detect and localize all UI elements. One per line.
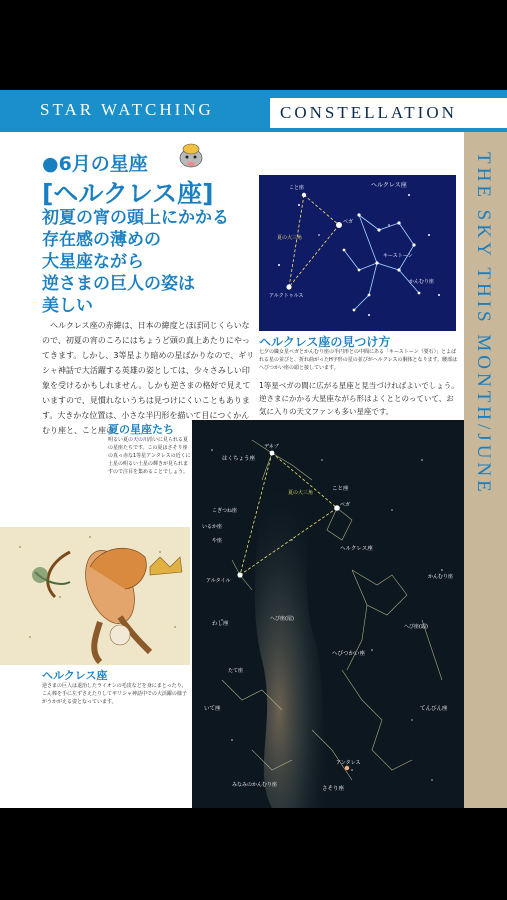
- skymap-label-cygnus: はくちょう座: [222, 456, 256, 462]
- skymap-label-serpens-cauda: へび座(尾): [270, 616, 294, 622]
- header-star-watching: STAR WATCHING: [40, 100, 214, 119]
- sidebar: [464, 132, 507, 808]
- skymap-label-hercules: ヘルクレス座: [340, 546, 373, 552]
- chart1-label-arcturus: アルクトゥルス: [269, 293, 304, 299]
- mascot-illustration: [175, 142, 207, 170]
- chart1-label-hercules: ヘルクレス座: [371, 182, 407, 189]
- finder-title: ヘルクレス座の見つけ方: [259, 335, 391, 349]
- skymap-label-deneb: デネブ: [264, 444, 279, 450]
- summer-sky-map: [192, 420, 464, 808]
- finder-body-small: 七夕の織女星ベガとかんむり座の半円形との中間にある「キーストーン（要石）」とよばれる星の並びと、折れ曲がったH字形の星の並びがヘルクレスの胴体となります。腰部はへびつかい座の頭と接しています。: [259, 349, 458, 371]
- header-constellation: CONSTELLATION: [280, 103, 457, 122]
- skymap-label-delphinus: いるか座: [202, 524, 223, 530]
- skymap-label-ophiuchus: へびつかい座: [332, 651, 366, 657]
- skymap-label-scutum: たて座: [228, 668, 244, 674]
- skymap-label-altair: アルタイル: [206, 578, 231, 584]
- header-constellation-box: [270, 98, 507, 128]
- chart1-label-lyra: こと座: [289, 185, 305, 191]
- skymap-label-sagitta: や座: [212, 538, 223, 544]
- hercules-caption-body: 逆さまの巨人は退治したライオンの毛皮などを身にまとったり、こん棒を手に左ずさえたりしてギリシャ神話中での大活躍の様子がうかがえる姿となっています。: [42, 683, 187, 705]
- chart1-label-vega: ベガ: [343, 219, 354, 225]
- month-heading: ●6月の星座: [42, 153, 148, 175]
- chart1-label-summer-triangle: 夏の大三角: [277, 235, 303, 241]
- chart1-label-keystone: キーストーン: [383, 253, 413, 259]
- skymap-label-corona: かんむり座: [428, 574, 454, 580]
- hercules-caption-title: ヘルクレス座: [42, 669, 108, 682]
- skymap-label-vega: ベガ: [340, 502, 351, 508]
- finder-body: 1等星ベガの間に広がる星座と見当づければよいでしょう。逆さまにかかる大星座ながら形はよくととのっていて、お気に入りの天文ファンも多い星座です。: [259, 381, 459, 416]
- skymap-label-scorpius: さそり座: [322, 786, 345, 792]
- skymap-label-corona-australis: みなみのかんむり座: [232, 782, 278, 788]
- skymap-label-antares: アンタレス: [336, 760, 361, 766]
- summer-body: 明るい夏の天の川沿いに見られる夏の星座たちです。この夏はさそり座の真っ赤な1等星アンタレスの近くに土星の明るい土星の輝きが見られますので注目を集めることでしょう。: [108, 437, 191, 475]
- skymap-label-sagittarius: いて座: [204, 706, 221, 712]
- skymap-label-libra: てんびん座: [420, 706, 448, 712]
- article-title: [ヘルクレス座]: [42, 179, 214, 208]
- header-bar: [0, 90, 507, 132]
- skymap-label-summer-triangle: 夏の大三角: [288, 490, 314, 496]
- skymap-label-vulpecula: こぎつね座: [212, 508, 238, 514]
- article-body-text: ヘルクレス座の赤緯は、日本の緯度とほぼ同じくらいなので、初夏の宵のころにはちょうど頭の真上あたりにやってきます。しかし、3等星より暗めの星ばかりなので、ギリシャ神話で大活躍する英雄の姿としては、少々さみしい印象を受けるかもしれません。しかも逆さまの格好で見えていますので、見慣れないうちは見つけにくいこともあります。大きかな位置は、小さな半円形を描いて目につくかんむり座と、こと座の: [42, 321, 255, 435]
- sidebar-title: THE SKY THIS MONTH/JUNE: [473, 152, 494, 496]
- hercules-illustration: [0, 527, 190, 665]
- summer-title: 夏の星座たち: [108, 423, 174, 436]
- hercules-finder-chart: [259, 175, 456, 331]
- article-subtitle: 初夏の宵の頭上にかかる 存在感の薄めの 大星座ながら 逆さまの巨人の姿は 美しい: [42, 208, 229, 316]
- chart1-label-corona: かんむり座: [409, 279, 435, 285]
- magazine-page: [0, 90, 507, 808]
- skymap-label-aquila: わし座: [212, 621, 229, 627]
- skymap-label-lyra: こと座: [332, 486, 349, 492]
- skymap-label-serpens-caput: へび座(頭): [404, 624, 428, 630]
